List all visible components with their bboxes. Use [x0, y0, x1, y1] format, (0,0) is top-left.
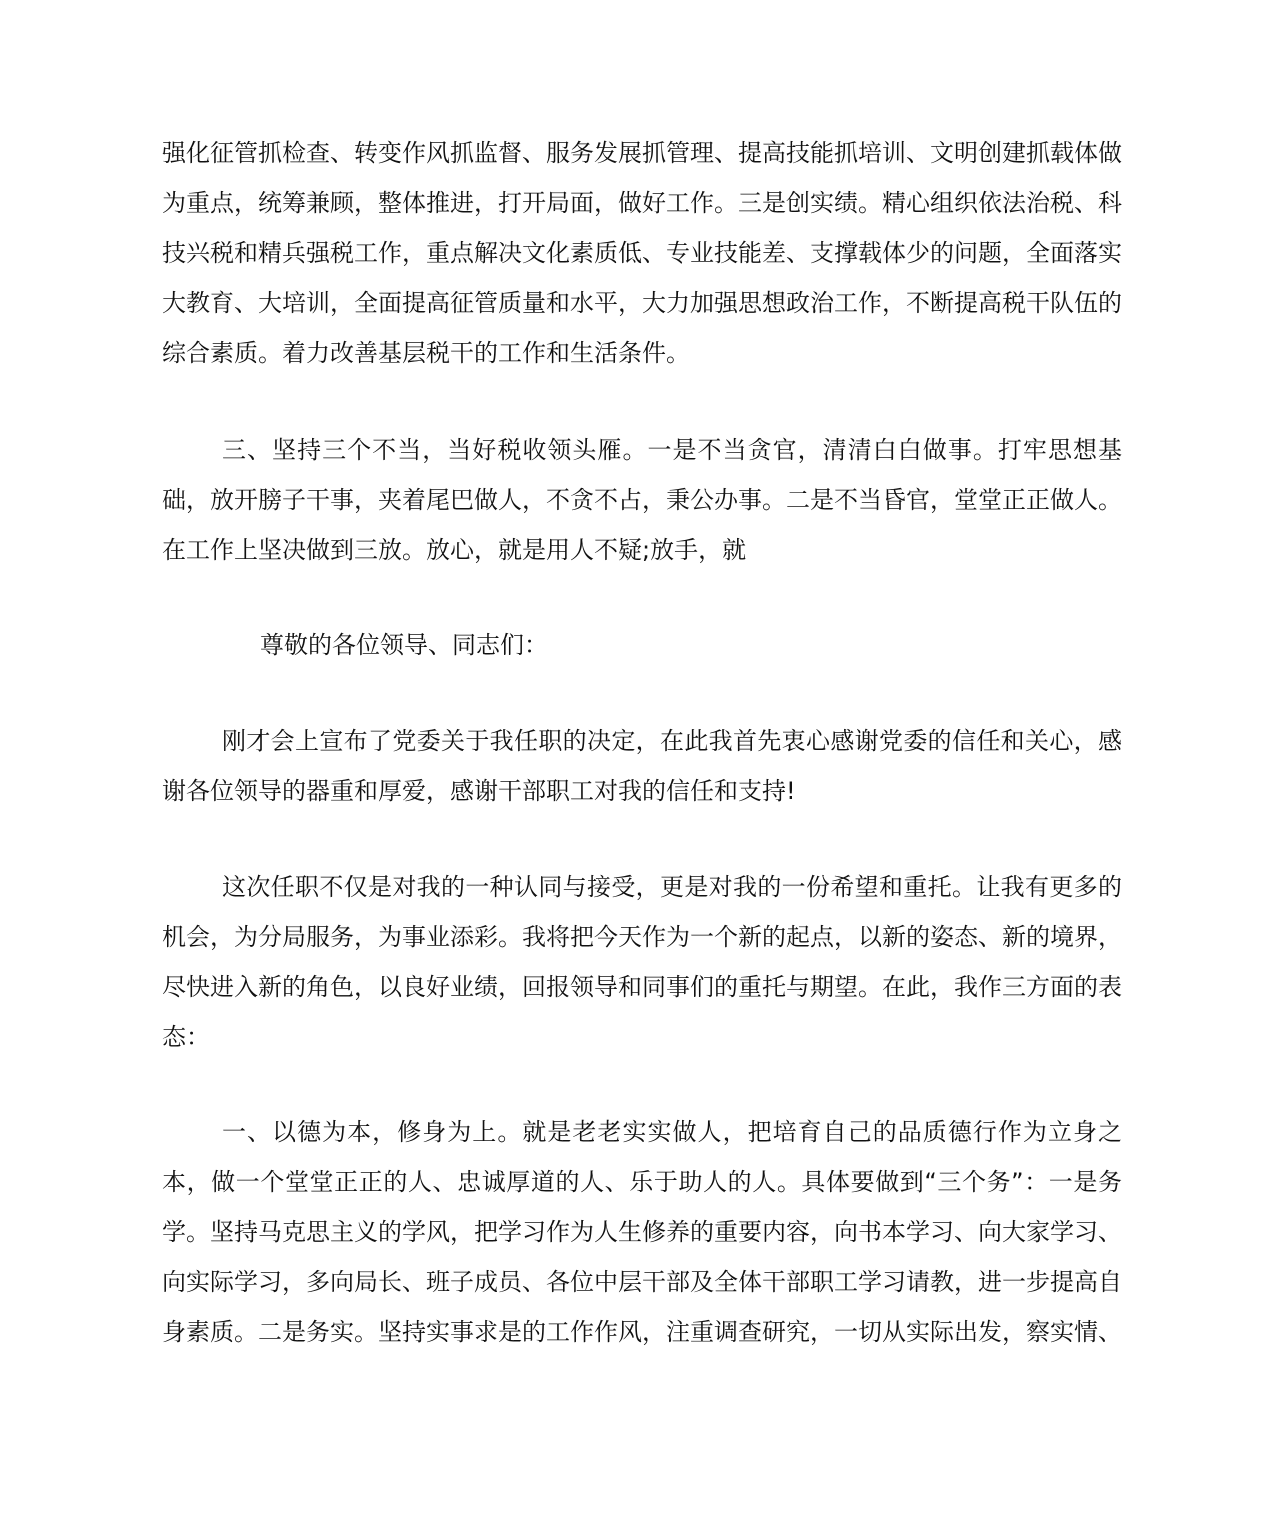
paragraph-section-one: 一、以德为本，修身为上。就是老老实实做人，把培育自己的品质德行作为立身之本，做一个堂堂正正的人、忠诚厚道的人、乐于助人的人。具体要做到“三个务”：一是务学。坚持马克思主义的学风，把学习作为人生修养的重要内容，向书本学习、向大家学习、向实际学习，多向局长、班子成员、各位中层干部及全体干部职工学习请教，进一步提高自身素质。二是务实。坚持实事求是的工作作风，注重调查研究，一切从实际出发，察实情、: [162, 1118, 1122, 1346]
paragraph-greeting: 尊敬的各位领导、同志们：: [260, 631, 548, 659]
paragraph-statement: 这次任职不仅是对我的一种认同与接受，更是对我的一份希望和重托。让我有更多的机会，为分局服务，为事业添彩。我将把今天作为一个新的起点，以新的姿态、新的境界，尽快进入新的角色，以良好业绩，回报领导和同事们的重托与期望。在此，我作三方面的表态：: [162, 873, 1122, 1051]
paragraph-section-three: 三、坚持三个不当，当好税收领头雁。一是不当贪官，清清白白做事。打牢思想基础，放开膀子干事，夹着尾巴做人，不贪不占，秉公办事。二是不当昏官，堂堂正正做人。在工作上坚决做到三放。放心，就是用人不疑;放手，就: [162, 436, 1122, 564]
paragraph-continuation: 强化征管抓检查、转变作风抓监督、服务发展抓管理、提高技能抓培训、文明创建抓载体做为重点，统筹兼顾，整体推进，打开局面，做好工作。三是创实绩。精心组织依法治税、科技兴税和精兵强税工作，重点解决文化素质低、专业技能差、支撑载体少的问题，全面落实大教育、大培训，全面提高征管质量和水平，大力加强思想政治工作，不断提高税干队伍的综合素质。着力改善基层税干的工作和生活条件。: [162, 139, 1122, 367]
paragraph-thanks: 刚才会上宣布了党委关于我任职的决定，在此我首先衷心感谢党委的信任和关心，感谢各位领导的器重和厚爱，感谢干部职工对我的信任和支持!: [162, 727, 1122, 805]
